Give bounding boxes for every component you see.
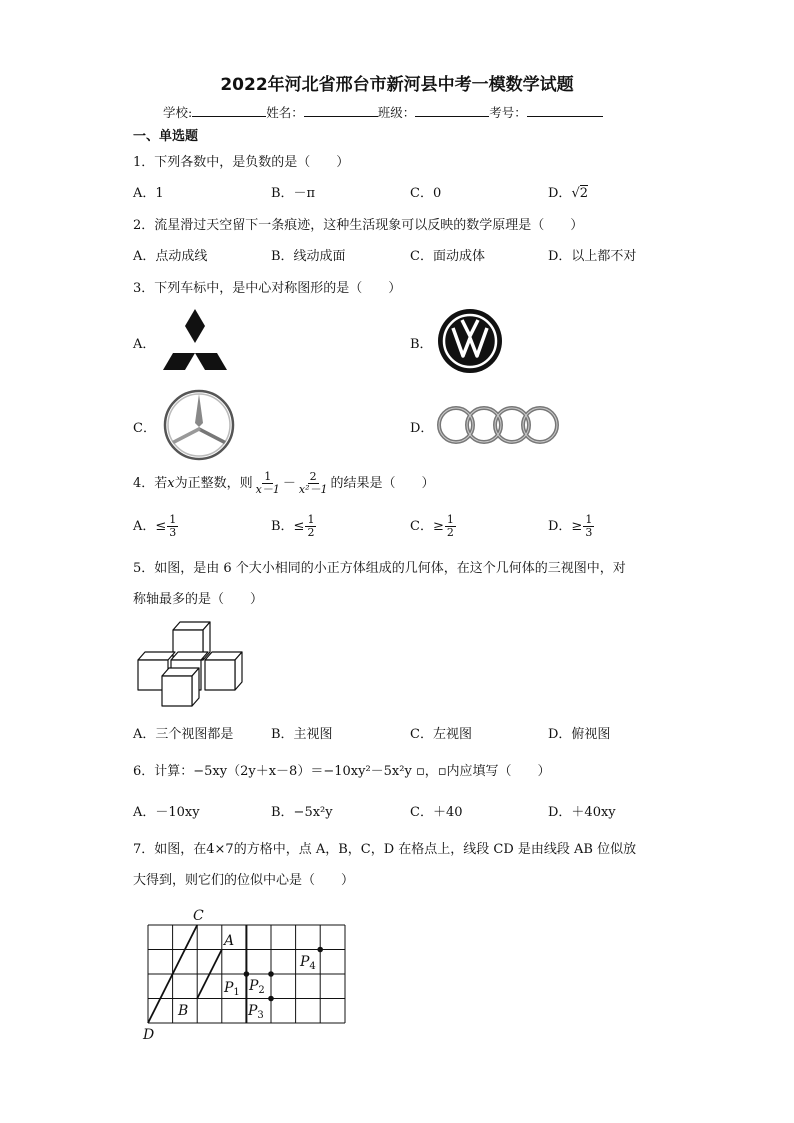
q6-option-b[interactable]: B．−5x²y — [271, 805, 333, 820]
q2-option-c[interactable]: C．面动成体 — [410, 249, 485, 264]
q4-a-den: 3 — [169, 526, 177, 539]
label-p4: $P_4$ — [300, 954, 316, 972]
q6-stem: 6．计算：−5xy（2y＋x－8）＝−10xy²－5x²y ▫，▫内应填写（ ） — [133, 764, 551, 779]
mitsubishi-logo — [157, 307, 233, 375]
q1-option-d-prefix: D． — [548, 186, 572, 201]
q4-a-num: 1 — [169, 513, 177, 526]
q3-option-c[interactable]: C． — [133, 421, 156, 436]
q4-b-fraction — [305, 514, 316, 539]
student-info-line — [163, 103, 603, 121]
q4-b-den: 2 — [307, 526, 315, 539]
cube-solid-figure — [134, 618, 252, 708]
name-label: 姓名： — [266, 105, 304, 120]
q4-frac2-den: x²－1 — [298, 483, 328, 496]
q4-a-fraction — [167, 514, 178, 539]
q4-option-a[interactable] — [133, 514, 179, 539]
q5-stem-line2: 称轴最多的是（ ） — [133, 592, 264, 607]
school-blank[interactable] — [192, 104, 266, 117]
class-blank[interactable] — [415, 104, 489, 117]
q4-c-num: 1 — [446, 513, 454, 526]
q6-option-a[interactable]: A．－10xy — [133, 805, 200, 820]
school-label: 学校: — [163, 105, 193, 120]
q4-a-prefix: A．≤ — [133, 519, 167, 534]
q5-option-c[interactable]: C．左视图 — [410, 727, 472, 742]
sqrt-sign: √ — [571, 186, 580, 201]
q4-c-prefix: C．≥ — [410, 519, 444, 534]
class-label: 班级： — [377, 105, 416, 120]
number-blank[interactable] — [527, 104, 603, 117]
label-a: A — [224, 933, 235, 949]
q3-stem: 3．下列车标中，是中心对称图形的是（ ） — [133, 281, 402, 296]
point-p4 — [317, 947, 323, 953]
q4-minus: － — [282, 476, 296, 491]
mercedes-logo — [162, 389, 236, 461]
page-title: 2022年河北省邢台市新河县中考一模数学试题 — [220, 75, 574, 95]
section-heading: 一、单选题 — [133, 129, 199, 144]
q3-option-b[interactable]: B． — [410, 337, 433, 352]
q4-stem-suffix: 的结果是（ ） — [330, 476, 435, 491]
q1-option-c[interactable]: C．0 — [410, 186, 442, 201]
q4-b-num: 1 — [307, 513, 315, 526]
point-p1 — [244, 971, 250, 977]
label-b: B — [178, 1003, 189, 1019]
q4-fraction-2 — [297, 471, 330, 496]
q4-stem-mid: 为正整数，则 — [174, 476, 253, 491]
q1-option-b[interactable]: B．－π — [271, 186, 316, 201]
q1-option-a[interactable]: A．1 — [133, 186, 164, 201]
audi-logo — [436, 404, 560, 446]
q4-stem-prefix: 4．若 — [133, 476, 168, 491]
q1-stem: 1．下列各数中，是负数的是（ ） — [133, 155, 350, 170]
label-p2: $P_2$ — [249, 978, 265, 996]
q4-option-d[interactable] — [548, 514, 595, 539]
label-p1: $P_1$ — [224, 980, 240, 998]
point-p2 — [268, 971, 274, 977]
q3-option-a[interactable]: A． — [133, 337, 156, 352]
q4-var-x: x — [167, 476, 175, 491]
grid-figure — [140, 905, 355, 1043]
q6-option-d[interactable]: D．＋40xy — [548, 805, 616, 820]
q1-option-d[interactable] — [548, 182, 588, 201]
q5-option-b[interactable]: B．主视图 — [271, 727, 333, 742]
q2-option-b[interactable]: B．线动成面 — [271, 249, 346, 264]
q4-fraction-1 — [254, 471, 282, 496]
q4-frac1-den: x－1 — [255, 483, 280, 496]
q4-c-fraction — [445, 514, 456, 539]
q4-option-c[interactable] — [410, 514, 457, 539]
q1-option-d-radicand: 2 — [579, 186, 589, 201]
q6-option-c[interactable]: C．＋40 — [410, 805, 463, 820]
number-label: 考号： — [489, 105, 527, 120]
q3-option-d[interactable]: D． — [410, 421, 434, 436]
q5-option-a[interactable]: A．三个视图都是 — [133, 727, 234, 742]
point-p3 — [268, 996, 274, 1002]
q7-stem-line1: 7．如图，在4×7的方格中，点 A，B，C，D 在格点上，线段 CD 是由线段 AB 位似放 — [133, 842, 637, 857]
name-blank[interactable] — [304, 104, 378, 117]
volkswagen-logo — [437, 308, 503, 374]
label-p3: $P_3$ — [248, 1003, 264, 1021]
q2-stem: 2．流星滑过天空留下一条痕迹，这种生活现象可以反映的数学原理是（ ） — [133, 218, 584, 233]
q2-option-d[interactable]: D．以上都不对 — [548, 249, 637, 264]
q4-stem — [133, 471, 435, 496]
q4-d-fraction — [583, 514, 594, 539]
q4-b-prefix: B．≤ — [271, 519, 305, 534]
q4-option-b[interactable] — [271, 514, 317, 539]
q7-stem-line2: 大得到，则它们的位似中心是（ ） — [133, 873, 355, 888]
q4-d-prefix: D．≥ — [548, 519, 583, 534]
q4-d-num: 1 — [585, 513, 593, 526]
label-c: C — [193, 908, 204, 924]
q4-d-den: 3 — [585, 526, 593, 539]
q4-c-den: 2 — [446, 526, 454, 539]
q4-frac2-num: 2 — [309, 470, 317, 483]
q4-frac1-num: 1 — [264, 470, 272, 483]
q5-stem-line1: 5．如图，是由 6 个大小相同的小正方体组成的几何体，在这个几何体的三视图中，对 — [133, 561, 626, 576]
q2-option-a[interactable]: A．点动成线 — [133, 249, 208, 264]
q5-option-d[interactable]: D．俯视图 — [548, 727, 611, 742]
label-d: D — [143, 1027, 155, 1043]
